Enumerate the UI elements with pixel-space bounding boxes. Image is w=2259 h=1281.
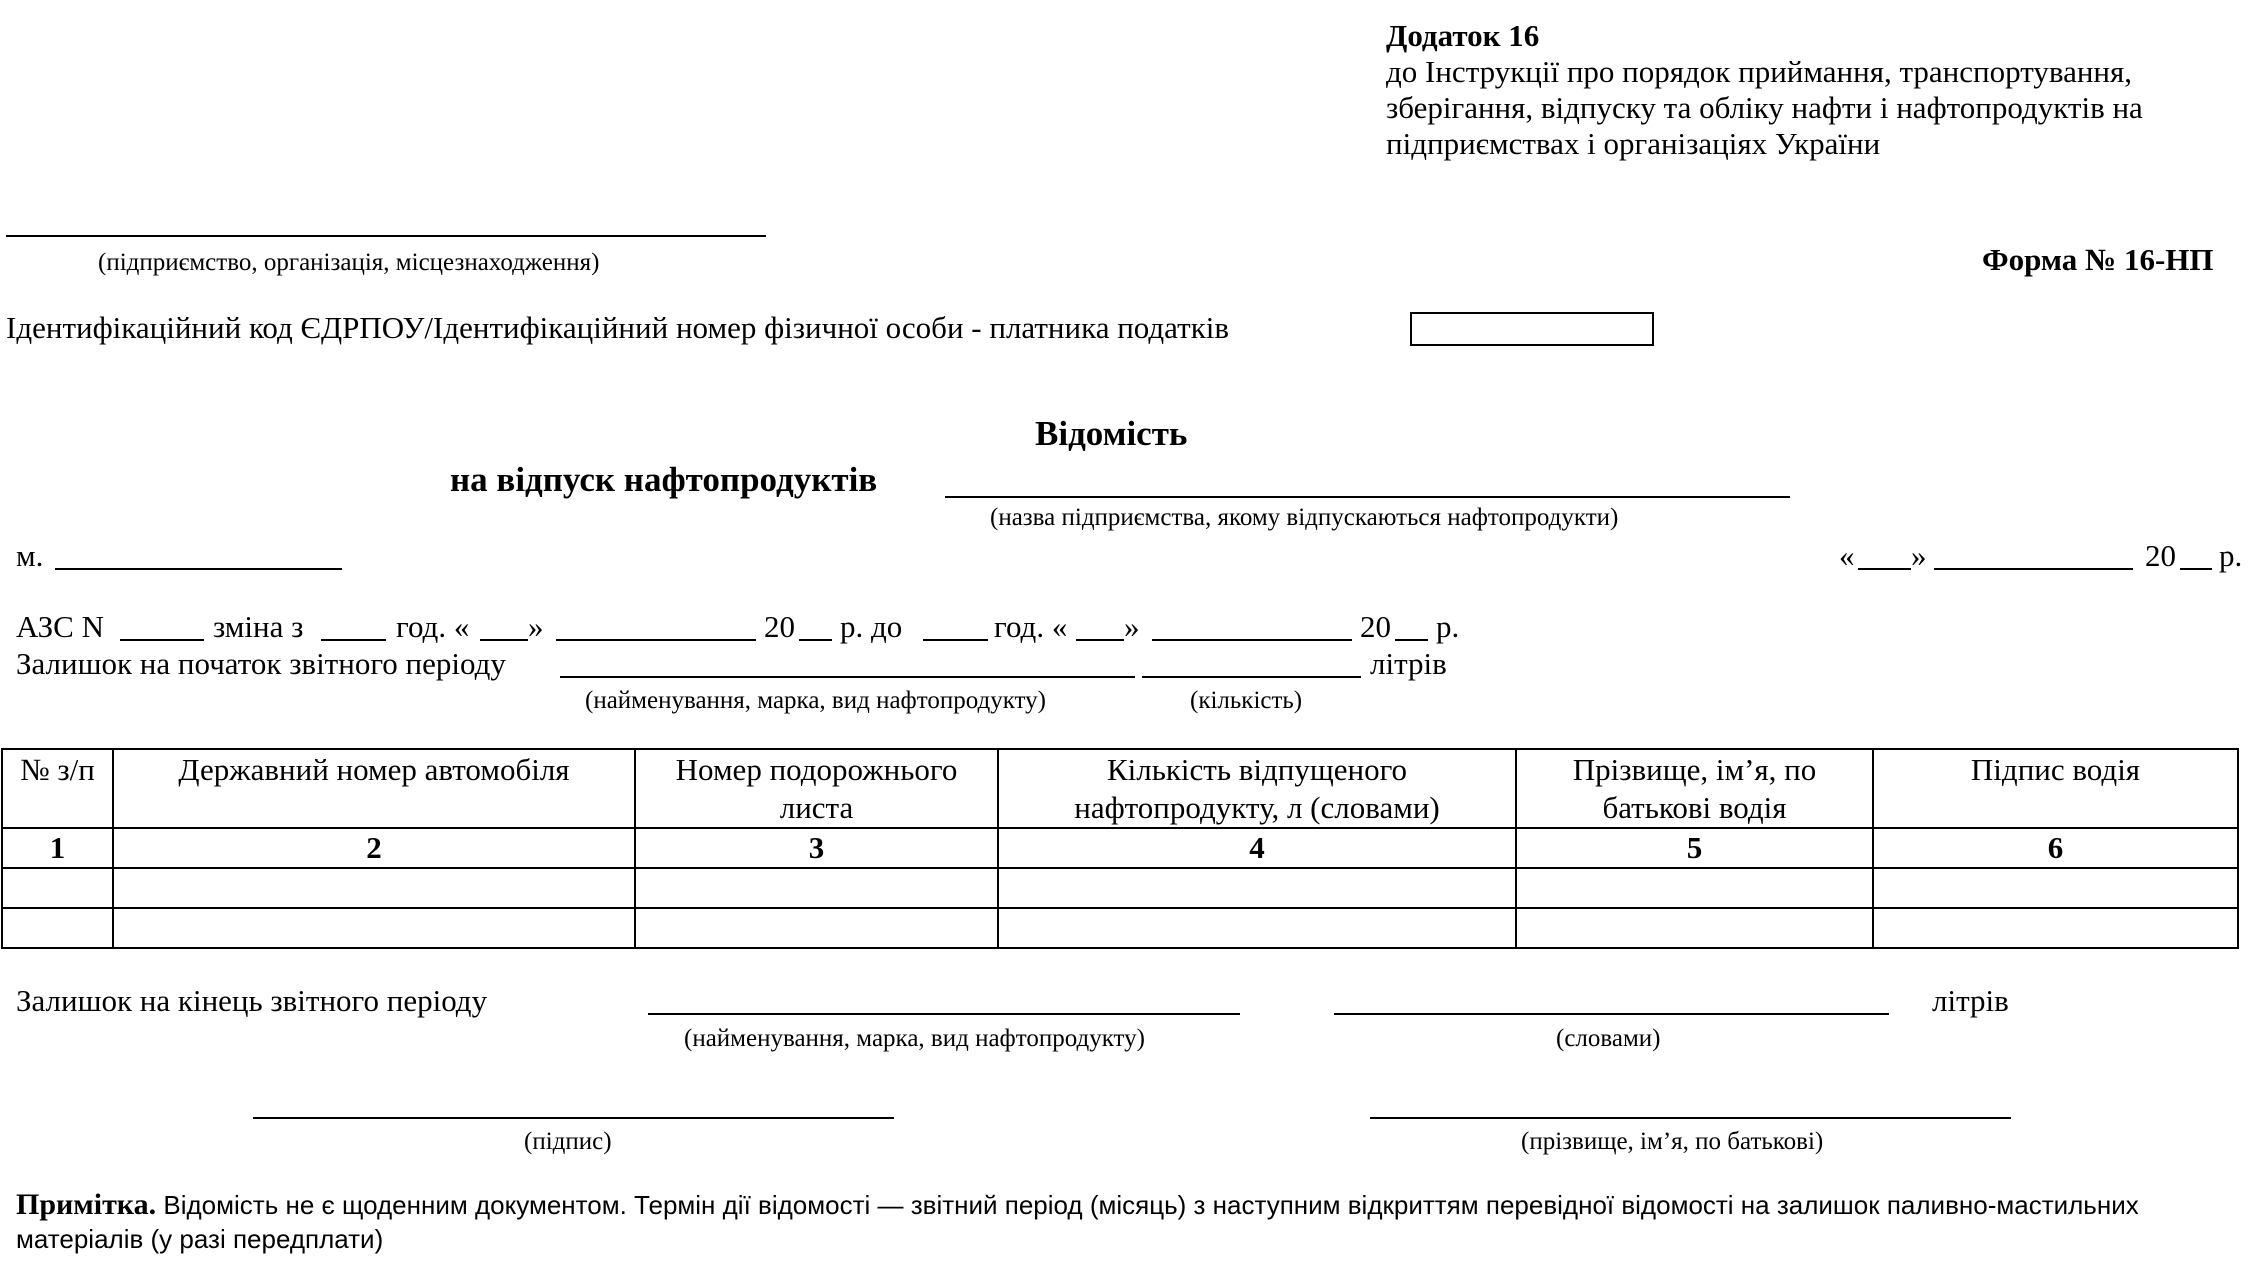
footnote-text: Відомість не є щоденним документом. Термін дії відомості — звітний період (місяць) з наступним відкриттям перевідної відомості на залишок паливно-мастильних матеріалів (у разі передплати) bbox=[16, 1190, 2139, 1254]
shift-close-quote: » bbox=[528, 609, 544, 644]
closing-words-caption: (словами) bbox=[1556, 1025, 1661, 1052]
table-cell[interactable] bbox=[113, 908, 635, 948]
dispense-table bbox=[1, 748, 2239, 949]
table-cell[interactable] bbox=[2, 908, 113, 948]
table-cell[interactable] bbox=[1873, 908, 2238, 948]
date-close-quote: » bbox=[1911, 538, 1927, 573]
closing-balance-label: Залишок на кінець звітного періоду bbox=[16, 983, 488, 1018]
table-row bbox=[2, 908, 2238, 948]
table-cell[interactable] bbox=[998, 868, 1516, 908]
table-cell[interactable] bbox=[635, 868, 998, 908]
addendum-line-3: підприємствах і організаціях України bbox=[1386, 126, 1881, 161]
shift-year-line bbox=[799, 639, 832, 641]
footnote-label: Примітка. bbox=[16, 1188, 157, 1221]
header-cell-quantity: Кількість відпущеного нафтопродукту, л (словами) bbox=[998, 749, 1516, 828]
table-cell[interactable] bbox=[1516, 868, 1873, 908]
date-year-line bbox=[2180, 568, 2212, 570]
signature-line bbox=[253, 1117, 894, 1119]
header-cell-driver-signature: Підпис водія bbox=[1873, 749, 2238, 828]
document-subtitle: на відпуск нафтопродуктів bbox=[450, 460, 878, 499]
addendum-line-2: зберігання, відпуску та обліку нафти і нафтопродуктів на bbox=[1386, 90, 2143, 125]
opening-product-line bbox=[560, 676, 1135, 678]
shift-end-hour-line bbox=[923, 639, 988, 641]
table-cell[interactable] bbox=[2, 868, 113, 908]
id-code-label: Ідентифікаційний код ЄДРПОУ/Ідентифікаційний номер фізичної особи - платника податків bbox=[6, 310, 1230, 345]
shift-end-day-line bbox=[1076, 639, 1124, 641]
shift-hours-label: год. « bbox=[396, 609, 470, 644]
table-cell[interactable] bbox=[113, 868, 635, 908]
azs-label: АЗС N bbox=[16, 609, 104, 644]
date-month-line bbox=[1934, 568, 2133, 570]
enterprise-caption: (підприємство, організація, місцезнаходження) bbox=[98, 249, 600, 276]
date-day-line bbox=[1858, 568, 1911, 570]
closing-product-caption: (найменування, марка, вид нафтопродукту) bbox=[684, 1025, 1145, 1052]
shift-end-month-line bbox=[1152, 639, 1352, 641]
city-label: м. bbox=[16, 538, 44, 573]
shift-end-year-suffix: р. bbox=[1436, 609, 1460, 644]
table-cell[interactable] bbox=[1516, 908, 1873, 948]
id-code-box[interactable] bbox=[1410, 312, 1654, 346]
column-number-2: 2 bbox=[113, 828, 635, 868]
opening-quantity-caption: (кількість) bbox=[1190, 687, 1303, 714]
azs-number-line bbox=[120, 639, 204, 641]
opening-quantity-line bbox=[1142, 676, 1361, 678]
column-number-5: 5 bbox=[1516, 828, 1873, 868]
table-cell[interactable] bbox=[998, 908, 1516, 948]
table-cell[interactable] bbox=[635, 908, 998, 948]
table-header-row bbox=[2, 749, 2238, 828]
header-cell-driver-name: Прізвище, ім’я, по батькові водія bbox=[1516, 749, 1873, 828]
shift-from-label: зміна з bbox=[213, 609, 304, 644]
date-year: 20 bbox=[2145, 538, 2176, 573]
opening-product-caption: (найменування, марка, вид нафтопродукту) bbox=[585, 687, 1046, 714]
header-cell-waybill: Номер подорожнього листа bbox=[635, 749, 998, 828]
document-title: Відомість bbox=[1035, 414, 1188, 453]
recipient-caption: (назва підприємства, якому відпускаються нафтопродукти) bbox=[990, 504, 1619, 531]
enterprise-line bbox=[6, 235, 766, 237]
city-line bbox=[55, 568, 342, 570]
header-cell-number: № з/п bbox=[2, 749, 113, 828]
column-number-1: 1 bbox=[2, 828, 113, 868]
table-number-row bbox=[2, 828, 2238, 868]
column-number-3: 3 bbox=[635, 828, 998, 868]
addendum-block bbox=[1386, 18, 2143, 162]
column-number-6: 6 bbox=[1873, 828, 2238, 868]
shift-until-label: р. до bbox=[840, 609, 903, 644]
fullname-line bbox=[1370, 1117, 2011, 1119]
form-number: Форма № 16-НП bbox=[1982, 242, 2214, 277]
shift-hour-line bbox=[321, 639, 386, 641]
header-cell-plate: Державний номер автомобіля bbox=[113, 749, 635, 828]
footnote bbox=[16, 1188, 2231, 1256]
shift-end-hours-label: год. « bbox=[994, 609, 1068, 644]
date-year-suffix: р. bbox=[2219, 538, 2243, 573]
column-number-4: 4 bbox=[998, 828, 1516, 868]
closing-liters-label: літрів bbox=[1932, 983, 2009, 1018]
fullname-caption: (прізвище, ім’я, по батькові) bbox=[1521, 1128, 1824, 1155]
shift-end-close-quote: » bbox=[1124, 609, 1140, 644]
opening-liters-label: літрів bbox=[1370, 646, 1447, 681]
addendum-line-1: до Інструкції про порядок приймання, транспортування, bbox=[1386, 54, 2133, 89]
signature-caption: (підпис) bbox=[524, 1128, 612, 1155]
recipient-line bbox=[945, 496, 1790, 498]
table-row bbox=[2, 868, 2238, 908]
date-open-quote: « bbox=[1839, 538, 1855, 573]
closing-words-line bbox=[1334, 1013, 1889, 1015]
table-cell[interactable] bbox=[1873, 868, 2238, 908]
shift-end-year: 20 bbox=[1360, 609, 1391, 644]
shift-end-year-line bbox=[1395, 639, 1428, 641]
opening-balance-label: Залишок на початок звітного періоду bbox=[16, 646, 506, 681]
shift-day-line bbox=[480, 639, 528, 641]
addendum-title: Додаток 16 bbox=[1386, 18, 1540, 53]
shift-year: 20 bbox=[764, 609, 795, 644]
closing-product-line bbox=[648, 1013, 1240, 1015]
shift-month-line bbox=[556, 639, 756, 641]
